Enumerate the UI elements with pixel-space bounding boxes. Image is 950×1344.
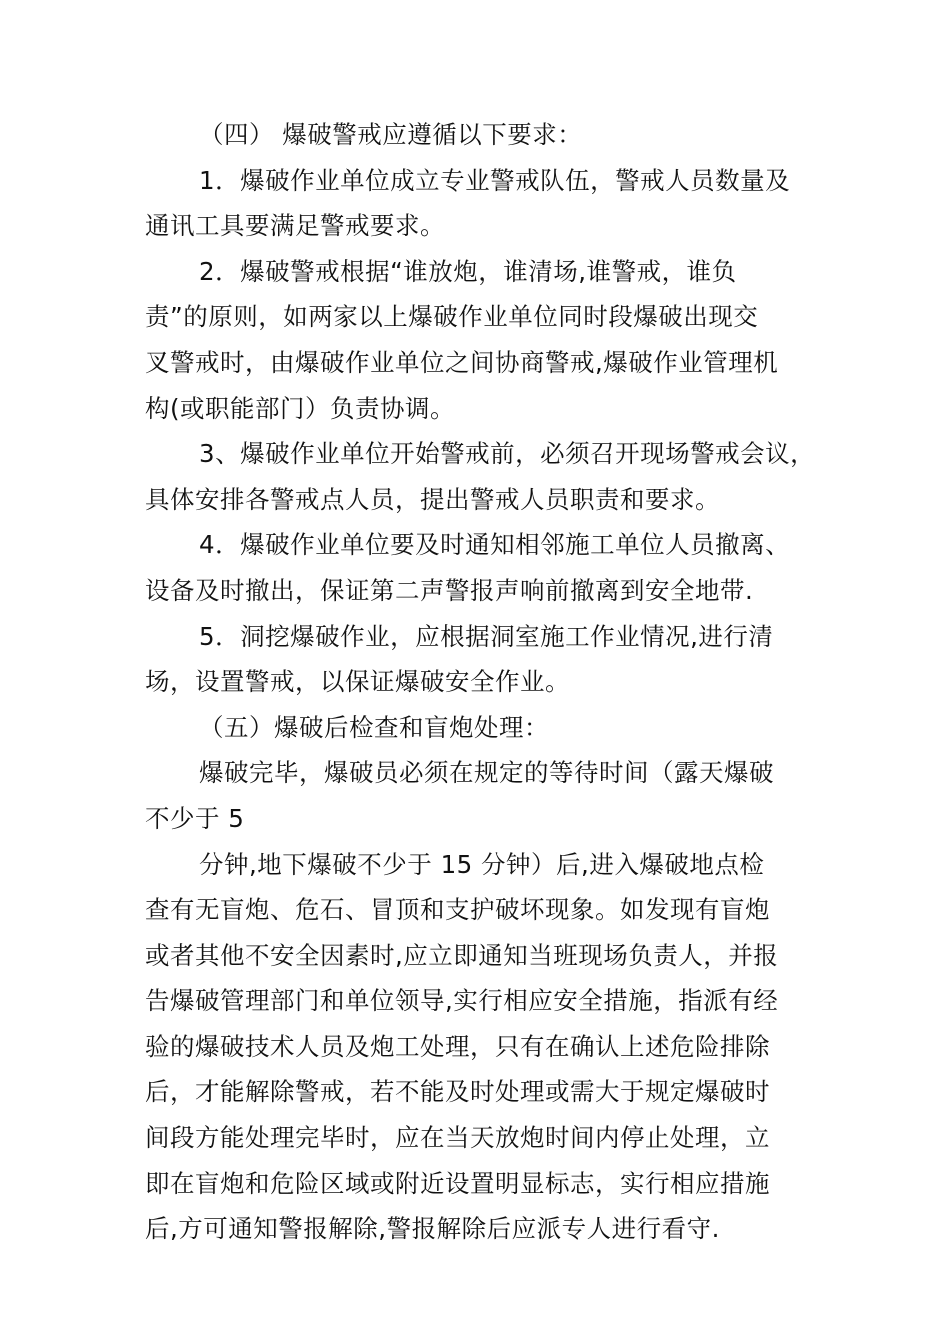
paragraph-line: 后，才能解除警戒，若不能及时处理或需大于规定爆破时 xyxy=(145,1077,770,1107)
paragraph-line: 具体安排各警戒点人员，提出警戒人员职责和要求。 xyxy=(145,484,720,514)
paragraph-line: 2．爆破警戒根据“谁放炮，谁清场,谁警戒，谁负 xyxy=(199,256,737,286)
paragraph-line: 构(或职能部门）负责协调。 xyxy=(145,393,456,423)
section-heading-4: （四） 爆破警戒应遵循以下要求： xyxy=(199,120,583,149)
paragraph-line: 验的爆破技术人员及炮工处理，只有在确认上述危险排除 xyxy=(145,1031,770,1061)
paragraph-line: 后,方可通知警报解除,警报解除后应派专人进行看守. xyxy=(145,1214,720,1244)
paragraph-line: 间段方能处理完毕时，应在当天放炮时间内停止处理，立 xyxy=(145,1123,770,1153)
paragraph-line: 责”的原则，如两家以上爆破作业单位同时段爆破出现交 xyxy=(145,302,759,332)
paragraph-line: 5．洞挖爆破作业，应根据洞室施工作业情况,进行清 xyxy=(199,621,774,651)
paragraph-line: 即在盲炮和危险区域或附近设置明显标志，实行相应措施 xyxy=(145,1168,770,1198)
paragraph-line: 不少于 5 xyxy=(145,803,245,833)
paragraph-line: 3、爆破作业单位开始警戒前，必须召开现场警戒会议， xyxy=(199,439,816,469)
paragraph-line: 分钟,地下爆破不少于 15 分钟）后,进入爆破地点检 xyxy=(199,849,765,879)
document-body xyxy=(145,112,815,1252)
paragraph-line: 场，设置警戒，以保证爆破安全作业。 xyxy=(145,667,570,697)
paragraph-line: 叉警戒时，由爆破作业单位之间协商警戒,爆破作业管理机 xyxy=(145,347,779,377)
paragraph-line: 设备及时撤出，保证第二声警报声响前撤离到安全地带. xyxy=(145,575,754,605)
paragraph-line: 爆破完毕，爆破员必须在规定的等待时间（露天爆破 xyxy=(199,758,774,788)
paragraph-line: 4．爆破作业单位要及时通知相邻施工单位人员撤离、 xyxy=(199,530,791,560)
section-heading-5: （五）爆破后检查和盲炮处理： xyxy=(199,712,549,742)
paragraph-line: 或者其他不安全因素时,应立即通知当班现场负责人，并报 xyxy=(145,940,779,970)
paragraph-line: 1．爆破作业单位成立专业警戒队伍，警戒人员数量及 xyxy=(199,165,791,195)
paragraph-line: 通讯工具要满足警戒要求。 xyxy=(145,211,445,241)
paragraph-line: 查有无盲炮、危石、冒顶和支护破坏现象。如发现有盲炮 xyxy=(145,895,770,925)
paragraph-line: 告爆破管理部门和单位领导,实行相应安全措施，指派有经 xyxy=(145,986,779,1016)
